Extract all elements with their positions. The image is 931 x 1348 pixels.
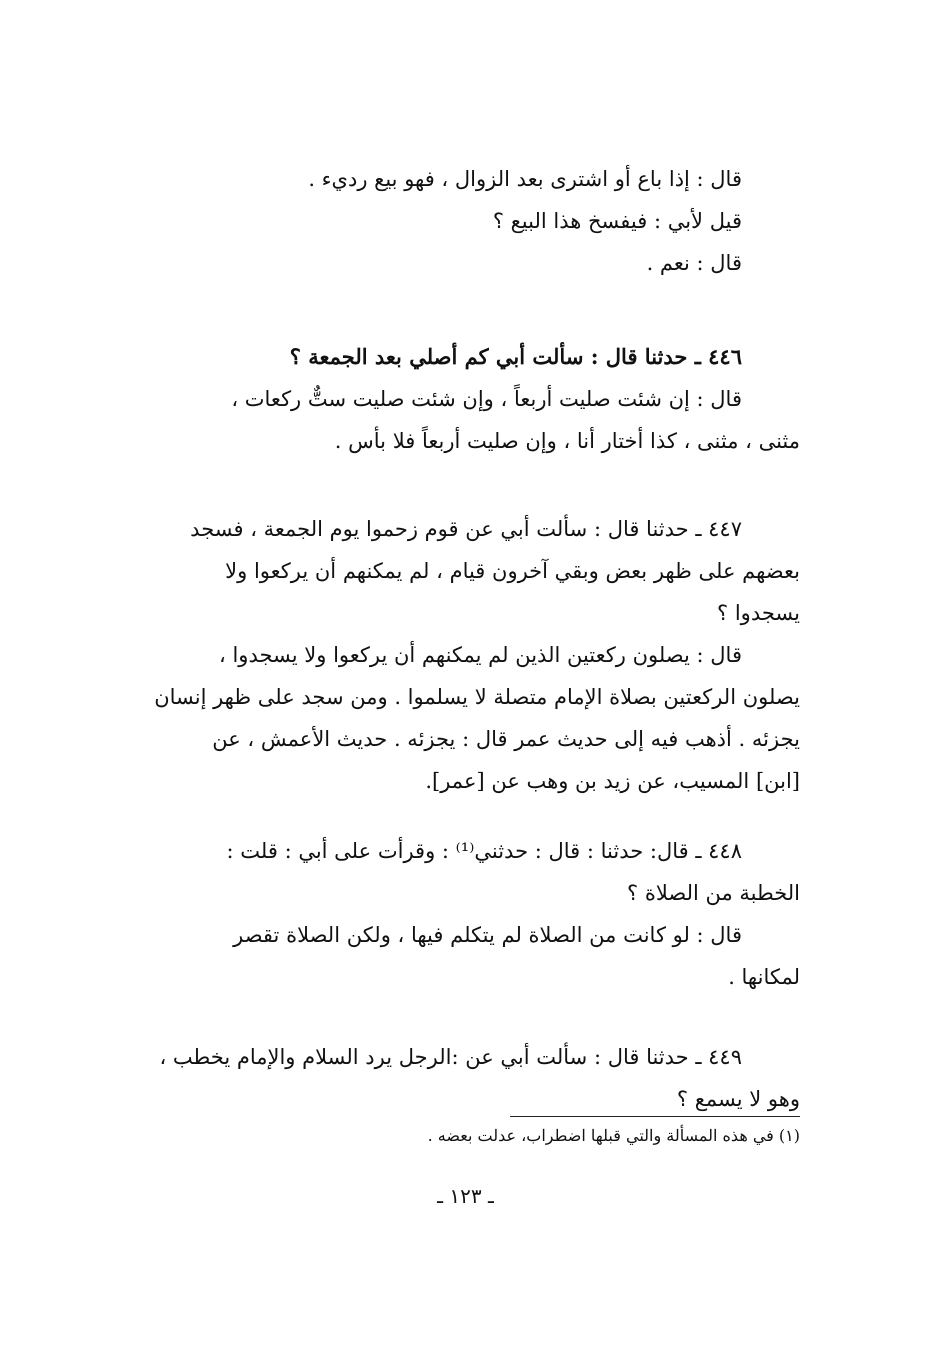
footnote-separator <box>510 1116 800 1117</box>
text-line: [ابن] المسيب، عن زيد بن وهب عن [عمر]. <box>425 769 800 793</box>
question-447 <box>130 508 800 802</box>
question-448 <box>130 830 800 998</box>
text-line: قال : إذا باع أو اشترى بعد الزوال ، فهو بيع رديء . <box>308 167 742 191</box>
question-449 <box>130 1036 800 1120</box>
text-line: لمكانها . <box>728 965 800 989</box>
footnote: (١) في هذه المسألة والتي قبلها اضطراب، عدلت بعضه . <box>427 1126 800 1145</box>
text-line: يسجدوا ؟ <box>717 601 800 625</box>
text-line: يصلون الركعتين بصلاة الإمام متصلة لا يسلموا . ومن سجد على ظهر إنسان <box>154 685 800 709</box>
text-line: وهو لا يسمع ؟ <box>676 1087 800 1111</box>
page-number: ـ ١٢٣ ـ <box>437 1184 494 1208</box>
text-line: قال : لو كانت من الصلاة لم يتكلم فيها ، ولكن الصلاة تقصر <box>233 923 742 947</box>
text-line: قيل لأبي : فيفسخ هذا البيع ؟ <box>492 209 742 233</box>
text-line: قال : إن شئت صليت أربعاً ، وإن شئت صليت ستٌّ ركعات ، <box>231 387 742 411</box>
question-heading: ٤٤٨ ـ قال: حدثنا : قال : حدثني⁽¹⁾ : وقرأت على أبي : قلت : <box>226 839 742 863</box>
question-heading: ٤٤٩ ـ حدثنا قال : سألت أبي عن :الرجل يرد السلام والإمام يخطب ، <box>159 1045 742 1069</box>
text-line: مثنى ، مثنى ، كذا أختار أنا ، وإن صليت أربعاً فلا بأس . <box>334 429 800 453</box>
question-heading: ٤٤٦ ـ حدثنا قال : سألت أبي كم أصلي بعد الجمعة ؟ <box>289 344 742 369</box>
question-heading: ٤٤٧ ـ حدثنا قال : سألت أبي عن قوم زحموا يوم الجمعة ، فسجد <box>190 517 742 541</box>
text-line: قال : يصلون ركعتين الذين لم يمكنهم أن يركعوا ولا يسجدوا ، <box>219 643 742 667</box>
text-line: بعضهم على ظهر بعض وبقي آخرون قيام ، لم يمكنهم أن يركعوا ولا <box>225 559 800 583</box>
text-line: يجزئه . أذهب فيه إلى حديث عمر قال : يجزئه . حديث الأعمش ، عن <box>212 727 800 751</box>
question-446 <box>130 336 800 462</box>
paragraph-block <box>130 158 800 284</box>
text-line: قال : نعم . <box>646 251 742 275</box>
text-line: الخطبة من الصلاة ؟ <box>627 881 800 905</box>
